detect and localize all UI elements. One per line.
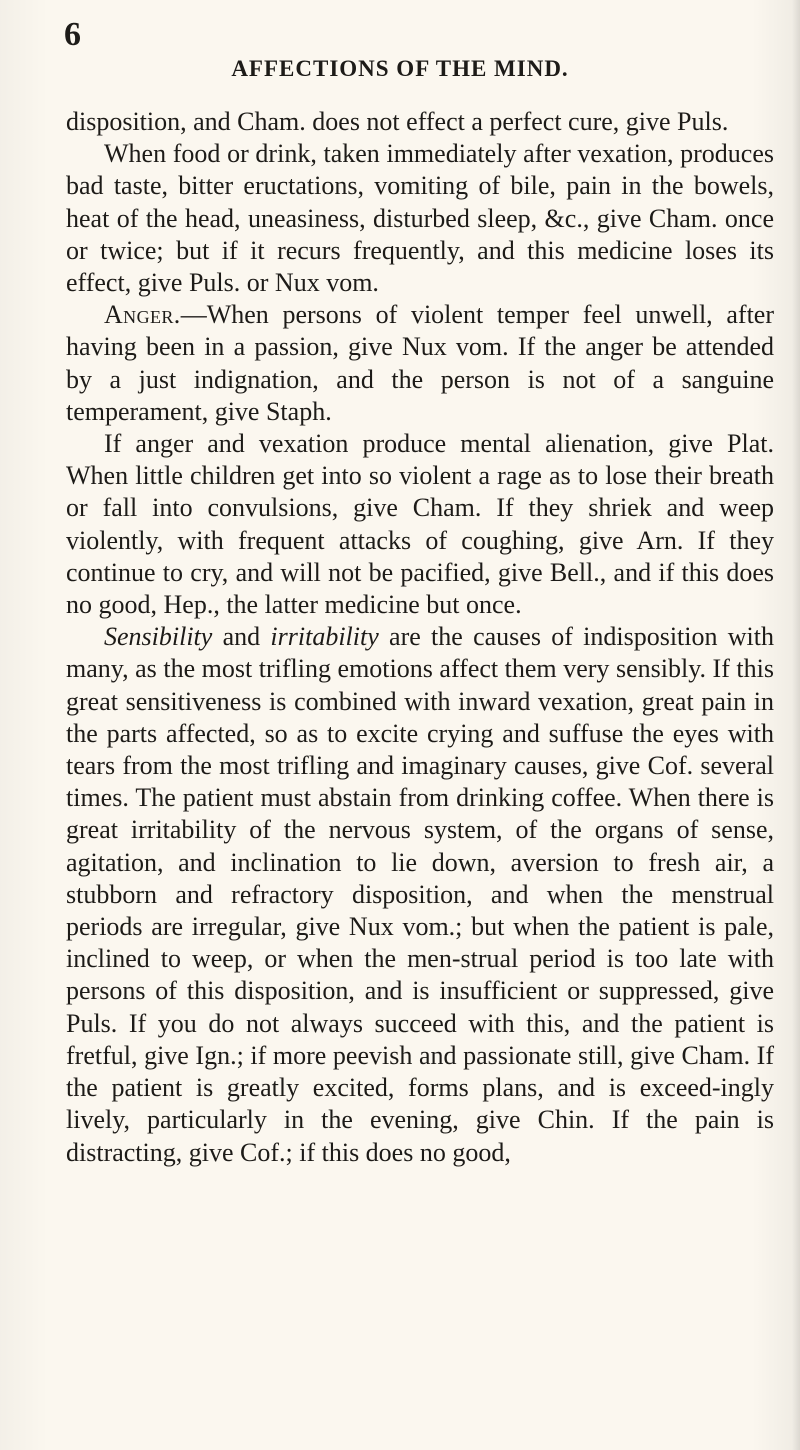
page-number: 6	[64, 16, 81, 53]
and-connector: and	[212, 622, 271, 652]
anger-body: —When persons of violent temper feel unwell, after having been in a passion, give Nux vom. If the anger be attended by a just indignation, and the person is not of a sanguine temperament, give Staph.	[66, 300, 774, 426]
paragraph-sensibility	[66, 621, 774, 1168]
paragraph-2: When food or drink, taken immediately after vexation, produces bad taste, bitter eructations, vomiting of bile, pain in the bowels, heat of the head, uneasiness, disturbed sleep, &c., give Cham. once or twice; but if it recurs frequently, and this medicine loses its effect, give Puls. or Nux vom.	[66, 139, 774, 298]
irritability-term: irritability	[270, 622, 379, 652]
sensibility-term: Sensibility	[104, 622, 213, 652]
paragraph-4: If anger and vexation produce mental alienation, give Plat. When little children get into so violent a rage as to lose their breath or fall into convulsions, give Cham. If they shriek and weep violently, with frequent attacks of coughing, give Arn. If they continue to cry, and will not be pacified, give Bell., and if this does no good, Hep., the latter medicine but once.	[66, 429, 774, 620]
page-edge-shadow	[792, 0, 800, 1450]
paragraph-anger	[66, 299, 774, 428]
running-head: AFFECTIONS OF THE MIND.	[231, 56, 569, 81]
paragraph-1: disposition, and Cham. does not effect a perfect cure, give Puls.	[66, 107, 729, 136]
sensibility-body: are the causes of indisposition with many, as the most trifling emotions affect them very sensibly. If this great sensitiveness is combined with inward vexation, great pain in the parts affected, so as to excite crying and suffuse the eyes with tears from the most trifling and imaginary causes, give Cof. several times. The patient must abstain from drinking coffee. When there is great irritability of the nervous system, of the organs of sense, agitation, and inclination to lie down, aversion to fresh air, a stubborn and refractory disposition, and when the menstrual periods are irregular, give Nux vom.; but when the patient is pale, inclined to weep, or when the men-strual period is too late with persons of this disposition, and is insufficient or suppressed, give Puls. If you do not always succeed with this, and the patient is fretful, give Ign.; if more peevish and passionate still, give Cham. If the patient is greatly excited, forms plans, and is exceed-ingly lively, particularly in the evening, give Chin. If the pain is distracting, give Cof.; if this does no good,	[66, 622, 774, 1167]
anger-heading: Anger.	[104, 300, 181, 330]
body-text	[66, 106, 774, 1169]
